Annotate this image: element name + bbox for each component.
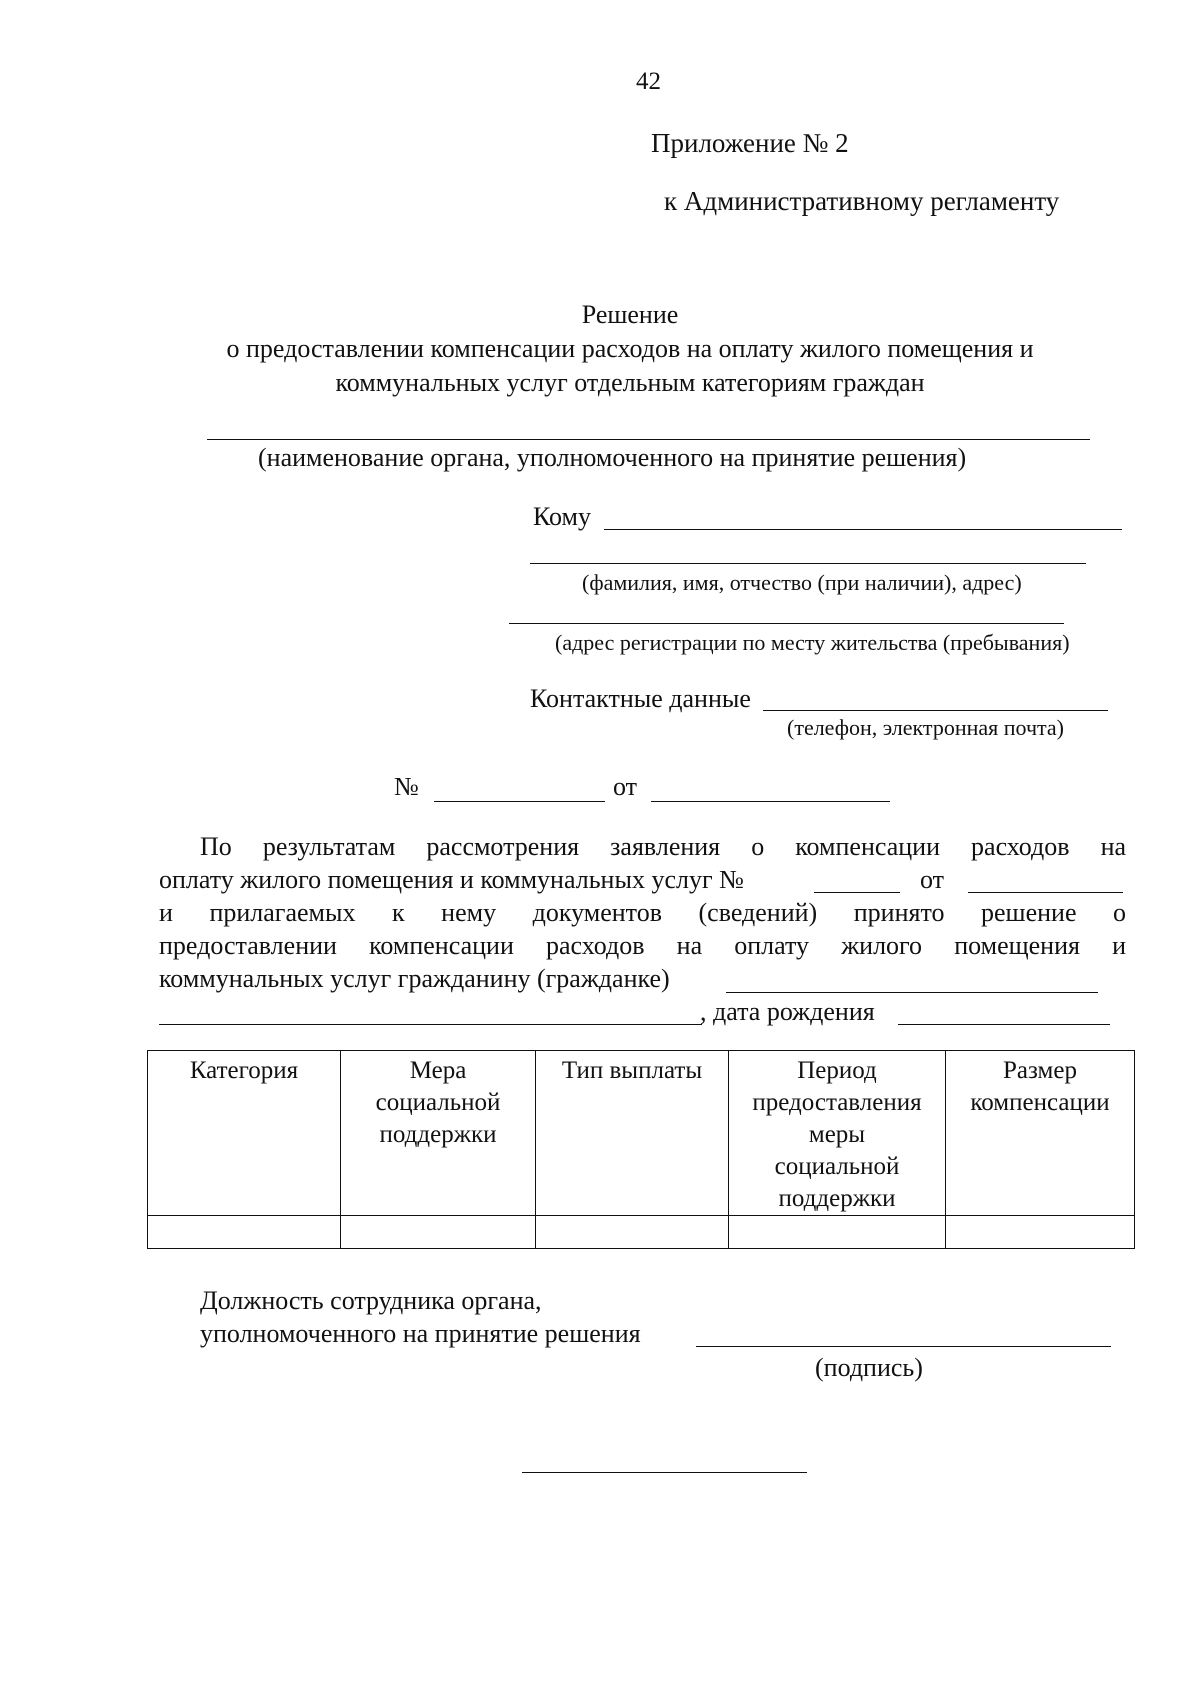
decision-date-label: от bbox=[613, 772, 638, 801]
table-cell bbox=[148, 1216, 341, 1249]
table-cell bbox=[946, 1216, 1135, 1249]
contacts-underline bbox=[763, 710, 1108, 711]
table-row bbox=[148, 1216, 1135, 1249]
table-header-row bbox=[148, 1051, 1135, 1216]
authority-caption: (наименование органа, уполномоченного на принятие решения) bbox=[258, 443, 967, 472]
signature-caption: (подпись) bbox=[815, 1353, 923, 1382]
citizen-name-underline bbox=[726, 992, 1098, 993]
registration-address-underline bbox=[509, 623, 1064, 624]
header-support-measure: Мера социальной поддержки bbox=[341, 1051, 536, 1216]
body-line-5: коммунальных услуг гражданину (гражданке) bbox=[159, 964, 670, 993]
document-subtitle-line1: о предоставлении компенсации расходов на оплату жилого помещения и bbox=[226, 334, 1034, 363]
page-number: 42 bbox=[636, 68, 661, 95]
appendix-to-regulation: к Административному регламенту bbox=[664, 186, 1060, 216]
birth-date-underline bbox=[898, 1024, 1110, 1025]
registration-address-caption: (адрес регистрации по месту жительства (пребывания) bbox=[555, 630, 1070, 655]
document-subtitle-line2: коммунальных услуг отдельным категориям граждан bbox=[335, 368, 925, 397]
body-line-4: предоставлении компенсации расходов на оплату жилого помещения и bbox=[159, 931, 1127, 960]
to-label: Кому bbox=[533, 502, 592, 531]
application-date-label: от bbox=[920, 865, 945, 894]
to-underline bbox=[604, 529, 1122, 530]
document-title: Решение bbox=[581, 300, 679, 329]
header-payment-type: Тип выплаты bbox=[536, 1051, 729, 1216]
header-support-period: Период предоставления меры социальной поддержки bbox=[729, 1051, 946, 1216]
official-position-line2: уполномоченного на принятие решения bbox=[200, 1319, 641, 1348]
recipient-name-caption: (фамилия, имя, отчество (при наличии), адрес) bbox=[582, 570, 1022, 595]
compensation-table bbox=[147, 1050, 1135, 1249]
closing-separator bbox=[522, 1472, 807, 1473]
authority-underline bbox=[207, 439, 1090, 440]
table-cell bbox=[536, 1216, 729, 1249]
official-position-line1: Должность сотрудника органа, bbox=[200, 1286, 542, 1315]
signature-underline bbox=[696, 1346, 1111, 1347]
appendix-label: Приложение № 2 bbox=[651, 128, 849, 158]
recipient-name-underline bbox=[530, 563, 1086, 564]
decision-date-underline bbox=[651, 801, 890, 802]
citizen-name-continued-underline bbox=[159, 1024, 702, 1025]
header-compensation-amount: Размер компенсации bbox=[946, 1051, 1135, 1216]
body-line-2: оплату жилого помещения и коммунальных услуг № bbox=[159, 865, 744, 894]
application-number-underline bbox=[814, 892, 900, 893]
header-category: Категория bbox=[148, 1051, 341, 1216]
table-cell bbox=[341, 1216, 536, 1249]
body-line-3: и прилагаемых к нему документов (сведений) принято решение о bbox=[159, 898, 1127, 927]
application-date-underline bbox=[968, 892, 1123, 893]
contacts-label: Контактные данные bbox=[530, 684, 751, 713]
decision-number-underline bbox=[434, 801, 605, 802]
birth-date-label: , дата рождения bbox=[700, 997, 875, 1026]
decision-number-label: № bbox=[394, 772, 419, 801]
body-line-1: По результатам рассмотрения заявления о компенсации расходов на bbox=[200, 832, 1127, 861]
contacts-caption: (телефон, электронная почта) bbox=[787, 715, 1064, 740]
table-cell bbox=[729, 1216, 946, 1249]
